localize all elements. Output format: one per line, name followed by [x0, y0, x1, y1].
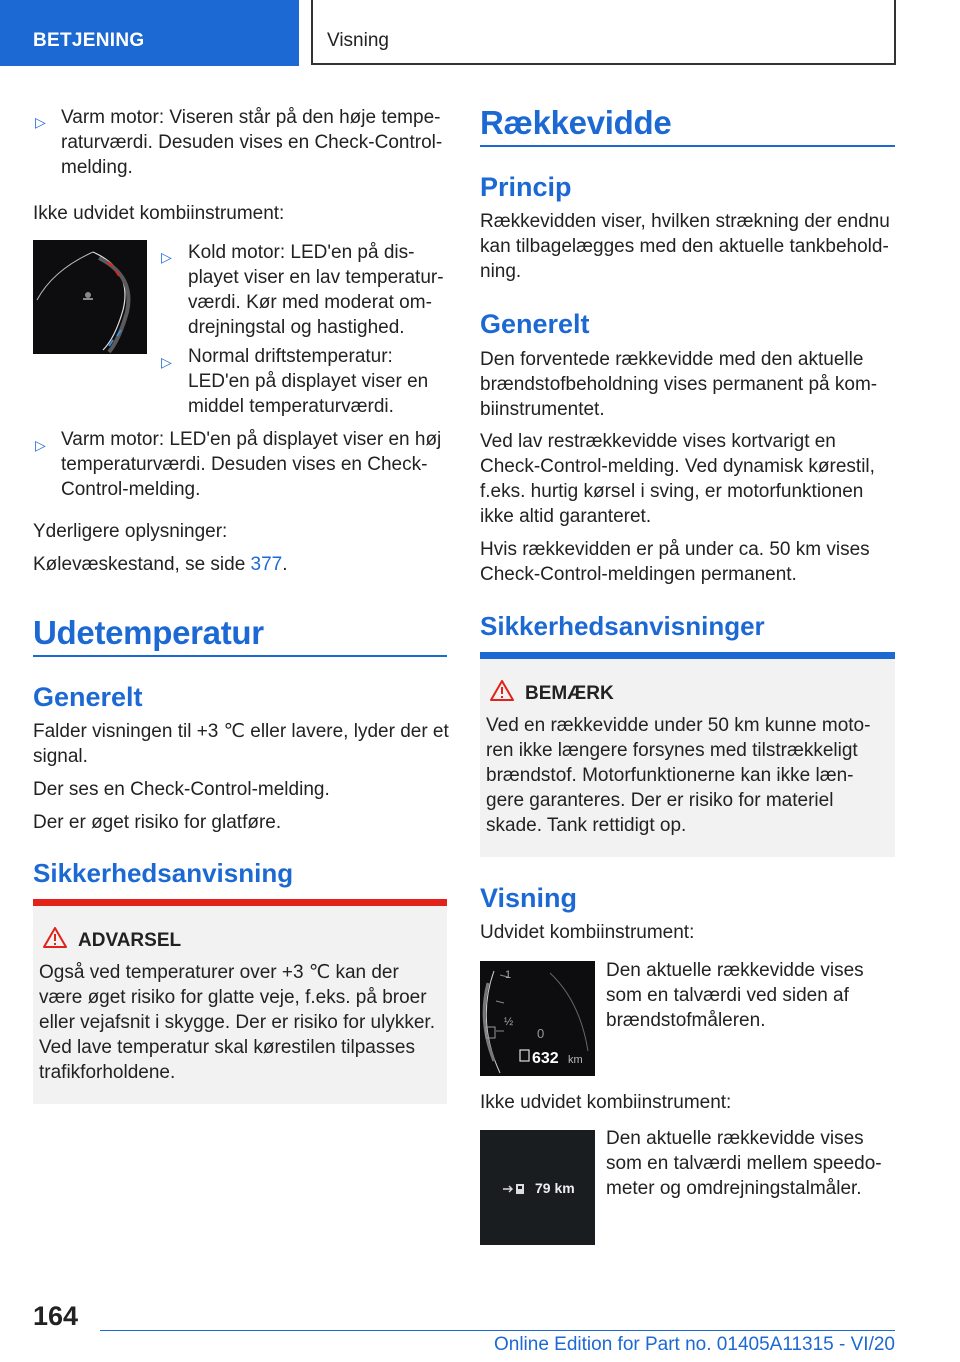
- heading-display: Visning: [480, 883, 578, 913]
- header-section-label: BETJENING: [33, 30, 145, 51]
- heading-principle: Princip: [480, 172, 572, 202]
- triangle-bullet-icon: ▷: [35, 114, 46, 130]
- header-topic-label: Visning: [327, 30, 389, 51]
- general-right-p3: Hvis rækkevidden er på under ca. 50 km vises Check-Control-meldingen permanent.: [480, 539, 870, 585]
- coolant-page-link[interactable]: 377: [250, 554, 283, 575]
- not-extended-label: Ikke udvidet kombiinstrument:: [33, 203, 285, 224]
- cluster-range-value: 632: [532, 1050, 559, 1067]
- coolant-reference-suffix: .: [282, 554, 288, 575]
- not-extended-label-right: Ikke udvidet kombiinstrument:: [480, 1092, 732, 1113]
- general-right-p2: Ved lav restrækkevidde vises kortvarigt en Check-Control-melding. Ved dynamisk kørestil, f.eks. hurtig kørsel i sving, er motorfunktionen ikke altid garanteret.: [480, 431, 875, 527]
- general-left-p2: Der ses en Check-Control-melding.: [33, 779, 330, 800]
- extended-text: Den aktuelle rækkevidde vises som en talværdi ved siden af brændstofmåleren.: [606, 960, 864, 1031]
- heading-safety-right: Sikkerhedsanvisninger: [480, 611, 765, 641]
- header-topic-tab: [311, 0, 896, 65]
- heading-general-right: Generelt: [480, 309, 590, 339]
- warning-triangle-icon: [43, 927, 67, 948]
- heading-safety-left: Sikkerhedsanvisning: [33, 858, 294, 888]
- cluster-range-unit: km: [568, 1054, 583, 1066]
- note-text: Ved en rækkevidde under 50 km kunne moto- ren ikke længere forsynes med tilstrækkeligt brændstof. Motorfunktionerne kan ikke læn- gere garanteres. Der er risiko for materiel skade. Tank rettidigt op.: [486, 715, 871, 836]
- warning-title: ADVARSEL: [78, 930, 182, 951]
- fuel-pump-icon: [520, 1050, 529, 1061]
- note-bar: [480, 652, 895, 659]
- temperature-gauge-svg: [33, 240, 147, 354]
- triangle-bullet-icon: ▷: [161, 249, 172, 265]
- heading-range: Rækkevidde: [480, 104, 672, 141]
- footer-rule: [100, 1330, 895, 1331]
- heading-rule: [33, 655, 447, 657]
- extended-cluster-image: [480, 961, 595, 1076]
- general-left-p3: Der er øget risiko for glatføre.: [33, 812, 282, 833]
- general-right-p1: Den forventede rækkevidde med den aktuelle brændstofbeholdning vises permanent på kom- biinstrumentet.: [480, 349, 878, 420]
- heading-rule: [480, 145, 895, 147]
- footer-edition: Online Edition for Part no. 01405A11315 - VI/20: [493, 1334, 895, 1355]
- principle-text: Rækkevidden viser, hvilken strækning der endnu kan tilbagelægges med den aktuelle tankbehold- ning.: [480, 211, 890, 282]
- cluster-tick-label: 0: [537, 1026, 545, 1041]
- page-number: 164: [33, 1301, 79, 1331]
- cluster-tick-label: ½: [504, 1016, 514, 1028]
- not-extended-text: Den aktuelle rækkevidde vises som en talværdi mellem speedo- meter og omdrejningstalmåler.: [606, 1128, 882, 1199]
- header-section-tab: [0, 0, 299, 66]
- bullet-normal-temp: Normal driftstemperatur: LED'en på displayet viser en middel temperaturværdi.: [188, 346, 429, 417]
- cluster-range-value: 79 km: [535, 1180, 575, 1196]
- extended-label: Udvidet kombiinstrument:: [480, 922, 695, 943]
- bullet-hot-motor-pointer: Varm motor: Viseren står på den høje tempe- raturværdi. Desuden vises en Check-Control- melding.: [61, 107, 443, 178]
- heading-outdoor-temperature: Udetemperatur: [33, 614, 264, 651]
- note-box: [480, 652, 895, 857]
- cluster-tick-label: 1: [505, 969, 512, 981]
- warning-bar: [33, 899, 447, 906]
- general-left-p1: Falder visningen til +3 ℃ eller lavere, lyder der et signal.: [33, 721, 449, 767]
- coolant-reference-text: Kølevæskestand, se side: [33, 554, 251, 575]
- bullet-cold-motor: Kold motor: LED'en på dis- playet viser en lav temperatur- værdi. Kør med moderat om- drejningstal og hastighed.: [188, 242, 444, 338]
- coolant-reference: [33, 552, 288, 577]
- temperature-gauge-image: [33, 240, 147, 354]
- warning-text: Også ved temperaturer over +3 ℃ kan der være øget risiko for glatte veje, f.eks. på broer eller vejafsnit i skygge. Der er risiko for ulykker. Ved lave temperatur skal kørestilen tilpasses trafikforholdene.: [39, 962, 435, 1083]
- warning-box: [33, 899, 447, 1104]
- non-extended-cluster-image: [480, 1130, 595, 1245]
- warning-triangle-icon: [490, 680, 514, 701]
- bullet-hot-motor-led: Varm motor: LED'en på displayet viser en høj temperaturværdi. Desuden vises en Check- Control-melding.: [61, 429, 442, 500]
- range-arrow-fuel-icon: [502, 1182, 530, 1196]
- triangle-bullet-icon: ▷: [35, 437, 46, 453]
- note-title: BEMÆRK: [525, 683, 614, 704]
- heading-general-left: Generelt: [33, 682, 143, 712]
- more-info-label: Yderligere oplysninger:: [33, 521, 228, 542]
- triangle-bullet-icon: ▷: [161, 354, 172, 370]
